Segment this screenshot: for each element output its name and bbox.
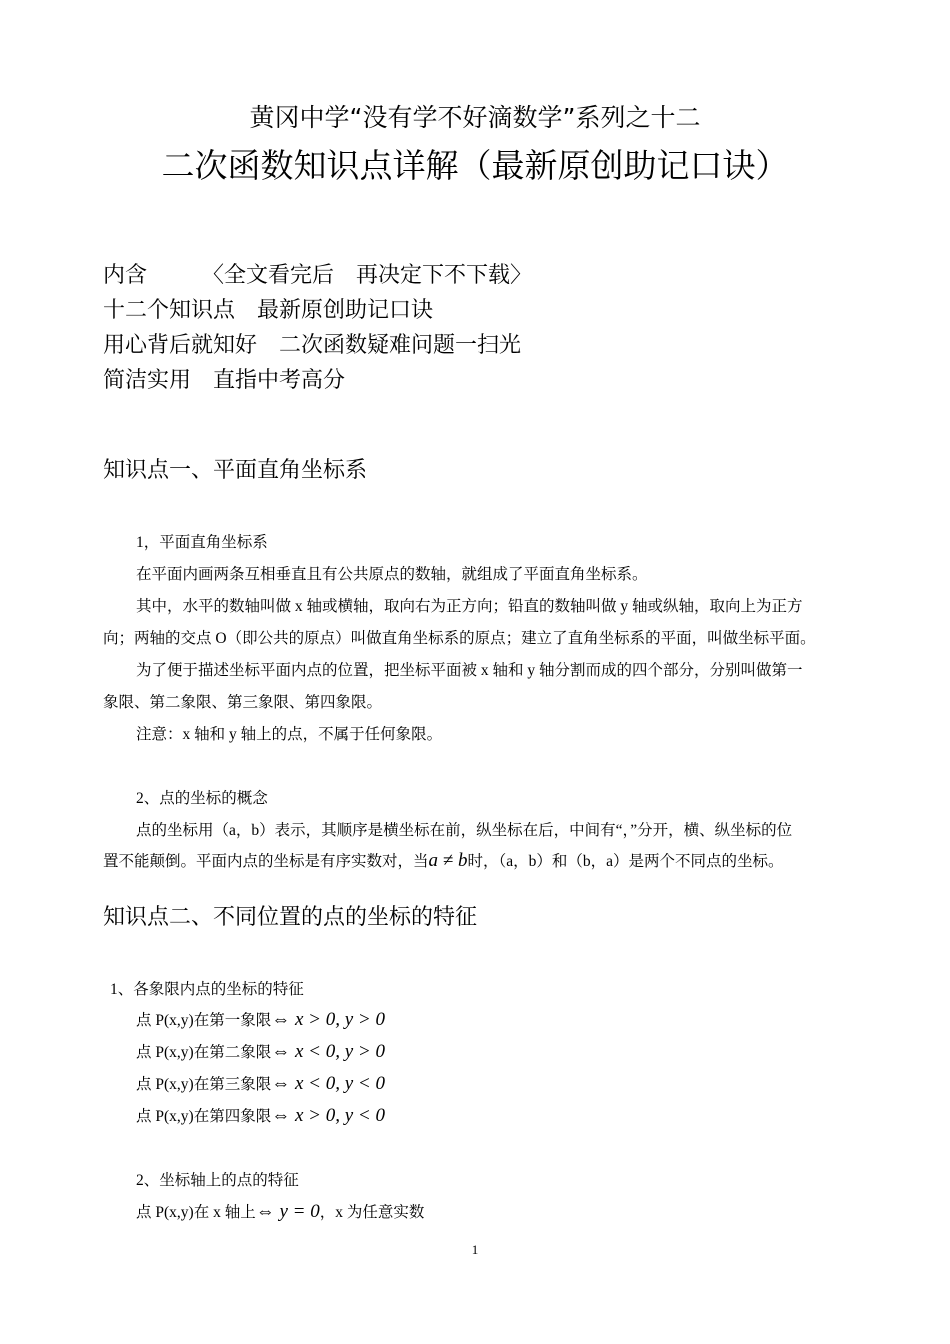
- main-title: 二次函数知识点详解（最新原创助记口诀）: [161, 146, 789, 185]
- intro-line: 内含 〈全文看完后 再决定下不下载〉: [103, 263, 533, 288]
- text: 点 P(x,y)在第二象限: [136, 1044, 272, 1061]
- text: 点 P(x,y)在第一象限: [136, 1012, 272, 1029]
- subsection-title: 2、点的坐标的概念: [136, 790, 268, 807]
- note: 注意：x 轴和 y 轴上的点，不属于任何象限。: [136, 726, 443, 743]
- paragraph: 为了便于描述坐标平面内点的位置，把坐标平面被 x 轴和 y 轴分割而成的四个部分，分别叫做第一: [136, 662, 803, 679]
- subsection-title: 2、坐标轴上的点的特征: [136, 1172, 299, 1189]
- condition-math: ⇔ x < 0, y > 0: [271, 1041, 385, 1062]
- series-title: 黄冈中学“没有学不好滴数学”系列之十二: [249, 103, 701, 132]
- text: ，x 为任意实数: [319, 1204, 425, 1221]
- condition-math: ⇔ x > 0, y > 0: [271, 1009, 385, 1030]
- subsection-title: 1，平面直角坐标系: [136, 534, 268, 551]
- intro-line: 用心背后就知好 二次函数疑难问题一扫光: [103, 333, 522, 358]
- condition-math: ⇔ x < 0, y < 0: [271, 1073, 385, 1094]
- condition-line: [136, 1040, 385, 1063]
- page-number: 1: [471, 1242, 479, 1257]
- intro-block: [103, 258, 532, 398]
- section-heading: 知识点二、不同位置的点的坐标的特征: [103, 905, 478, 930]
- intro-line: 简洁实用 直指中考高分: [103, 368, 346, 393]
- paragraph: 点的坐标用（a，b）表示，其顺序是横坐标在前，纵坐标在后，中间有“，”分开，横、纵坐标的位: [136, 822, 793, 839]
- text: 点 P(x,y)在 x 轴上: [136, 1204, 256, 1221]
- condition-line: [136, 1072, 385, 1095]
- text: 点 P(x,y)在第四象限: [136, 1108, 272, 1125]
- subsection-title: 1、各象限内点的坐标的特征: [110, 981, 304, 998]
- inequality-math: a ≠ b: [428, 850, 468, 871]
- section-heading: 知识点一、平面直角坐标系: [103, 458, 368, 483]
- condition-math: ⇔ y = 0: [255, 1201, 320, 1222]
- text: 时，（a，b）和（b，a）是两个不同点的坐标。: [467, 853, 784, 870]
- condition-line: [136, 1104, 385, 1127]
- paragraph-continued: 象限、第二象限、第三象限、第四象限。: [103, 694, 383, 711]
- paragraph-continued: [103, 849, 783, 872]
- condition-line: [136, 1200, 424, 1223]
- paragraph-continued: 向；两轴的交点 O（即公共的原点）叫做直角坐标系的原点；建立了直角坐标系的平面，叫做坐标平面。: [103, 630, 816, 647]
- condition-line: [136, 1008, 385, 1031]
- paragraph: 其中，水平的数轴叫做 x 轴或横轴，取向右为正方向；铅直的数轴叫做 y 轴或纵轴，取向上为正方: [136, 598, 803, 615]
- text: 点 P(x,y)在第三象限: [136, 1076, 272, 1093]
- text: 置不能颠倒。平面内点的坐标是有序实数对，当: [103, 853, 429, 870]
- intro-line: 十二个知识点 最新原创助记口诀: [103, 298, 434, 323]
- paragraph: 在平面内画两条互相垂直且有公共原点的数轴，就组成了平面直角坐标系。: [136, 566, 648, 583]
- condition-math: ⇔ x > 0, y < 0: [271, 1105, 385, 1126]
